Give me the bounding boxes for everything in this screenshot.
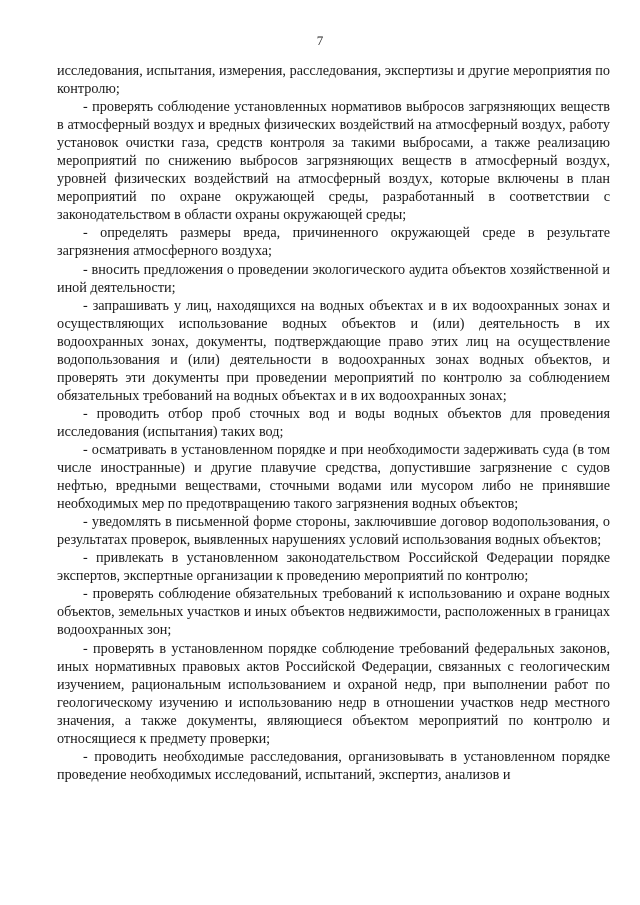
paragraph: - проводить отбор проб сточных вод и воды водных объектов для проведения исследования (испытания) таких вод;	[57, 405, 610, 440]
paragraph: - определять размеры вреда, причиненного окружающей среде в результате загрязнения атмосферного воздуха;	[57, 225, 610, 260]
paragraph: - проводить необходимые расследования, организовывать в установленном порядке проведение необходимых исследований, испытаний, экспертиз, анализов и	[57, 748, 610, 783]
document-body	[57, 62, 610, 784]
paragraph: - вносить предложения о проведении экологического аудита объектов хозяйственной и иной деятельности;	[57, 261, 610, 296]
paragraph: - осматривать в установленном порядке и при необходимости задерживать суда (в том числе иностранные) и другие плавучие средства, допустившие загрязнение с судов нефтью, вредными веществами, сточными водами или мусором либо не принявшие необходимых мер по предотвращению такого загрязнения водных объектов;	[57, 441, 610, 513]
paragraph: - привлекать в установленном законодательством Российской Федерации порядке экспертов, экспертные организации к проведению мероприятий по контролю;	[57, 550, 610, 585]
page-number: 7	[316, 33, 324, 48]
paragraph: - запрашивать у лиц, находящихся на водных объектах и в их водоохранных зонах и осуществляющих использование водных объектов и (или) деятельность в их водоохранных зонах, документы, подтверждающие право этих лиц на осуществление водопользования и (или) деятельности в водоохранных зонах водных объектов, и проверять эти документы при проведении мероприятий по контролю за соблюдением обязательных требований на водных объектах и в их водоохранных зонах;	[57, 297, 610, 404]
paragraph: - уведомлять в письменной форме стороны, заключившие договор водопользования, о результатах проверок, выявленных нарушениях условий использования водных объектов;	[57, 514, 610, 549]
paragraph: - проверять соблюдение обязательных требований к использованию и охране водных объектов, земельных участков и иных объектов недвижимости, расположенных в границах водоохранных зон;	[57, 586, 610, 639]
paragraph: - проверять соблюдение установленных нормативов выбросов загрязняющих веществ в атмосферный воздух и вредных физических воздействий на атмосферный воздух, работу установок очистки газа, средств контроля за такими выбросами, а также реализацию мероприятий по снижению выбросов загрязняющих веществ в атмосферный воздух, уровней физических воздействий на атмосферный воздух, которые включены в план мероприятий по охране окружающей среды, разработанный в соответствии с законодательством в области охраны окружающей среды;	[57, 99, 610, 224]
paragraph: - проверять в установленном порядке соблюдение требований федеральных законов, иных нормативных правовых актов Российской Федерации, связанных с геологическим изучением, рациональным использованием и охраной недр, при выполнении работ по геологическому изучению и использованию недр в отношении участков недр местного значения, а также документы, являющиеся объектом мероприятий по контролю и относящиеся к предмету проверки;	[57, 640, 610, 747]
paragraph: исследования, испытания, измерения, расследования, экспертизы и другие мероприятия по контролю;	[57, 63, 610, 98]
